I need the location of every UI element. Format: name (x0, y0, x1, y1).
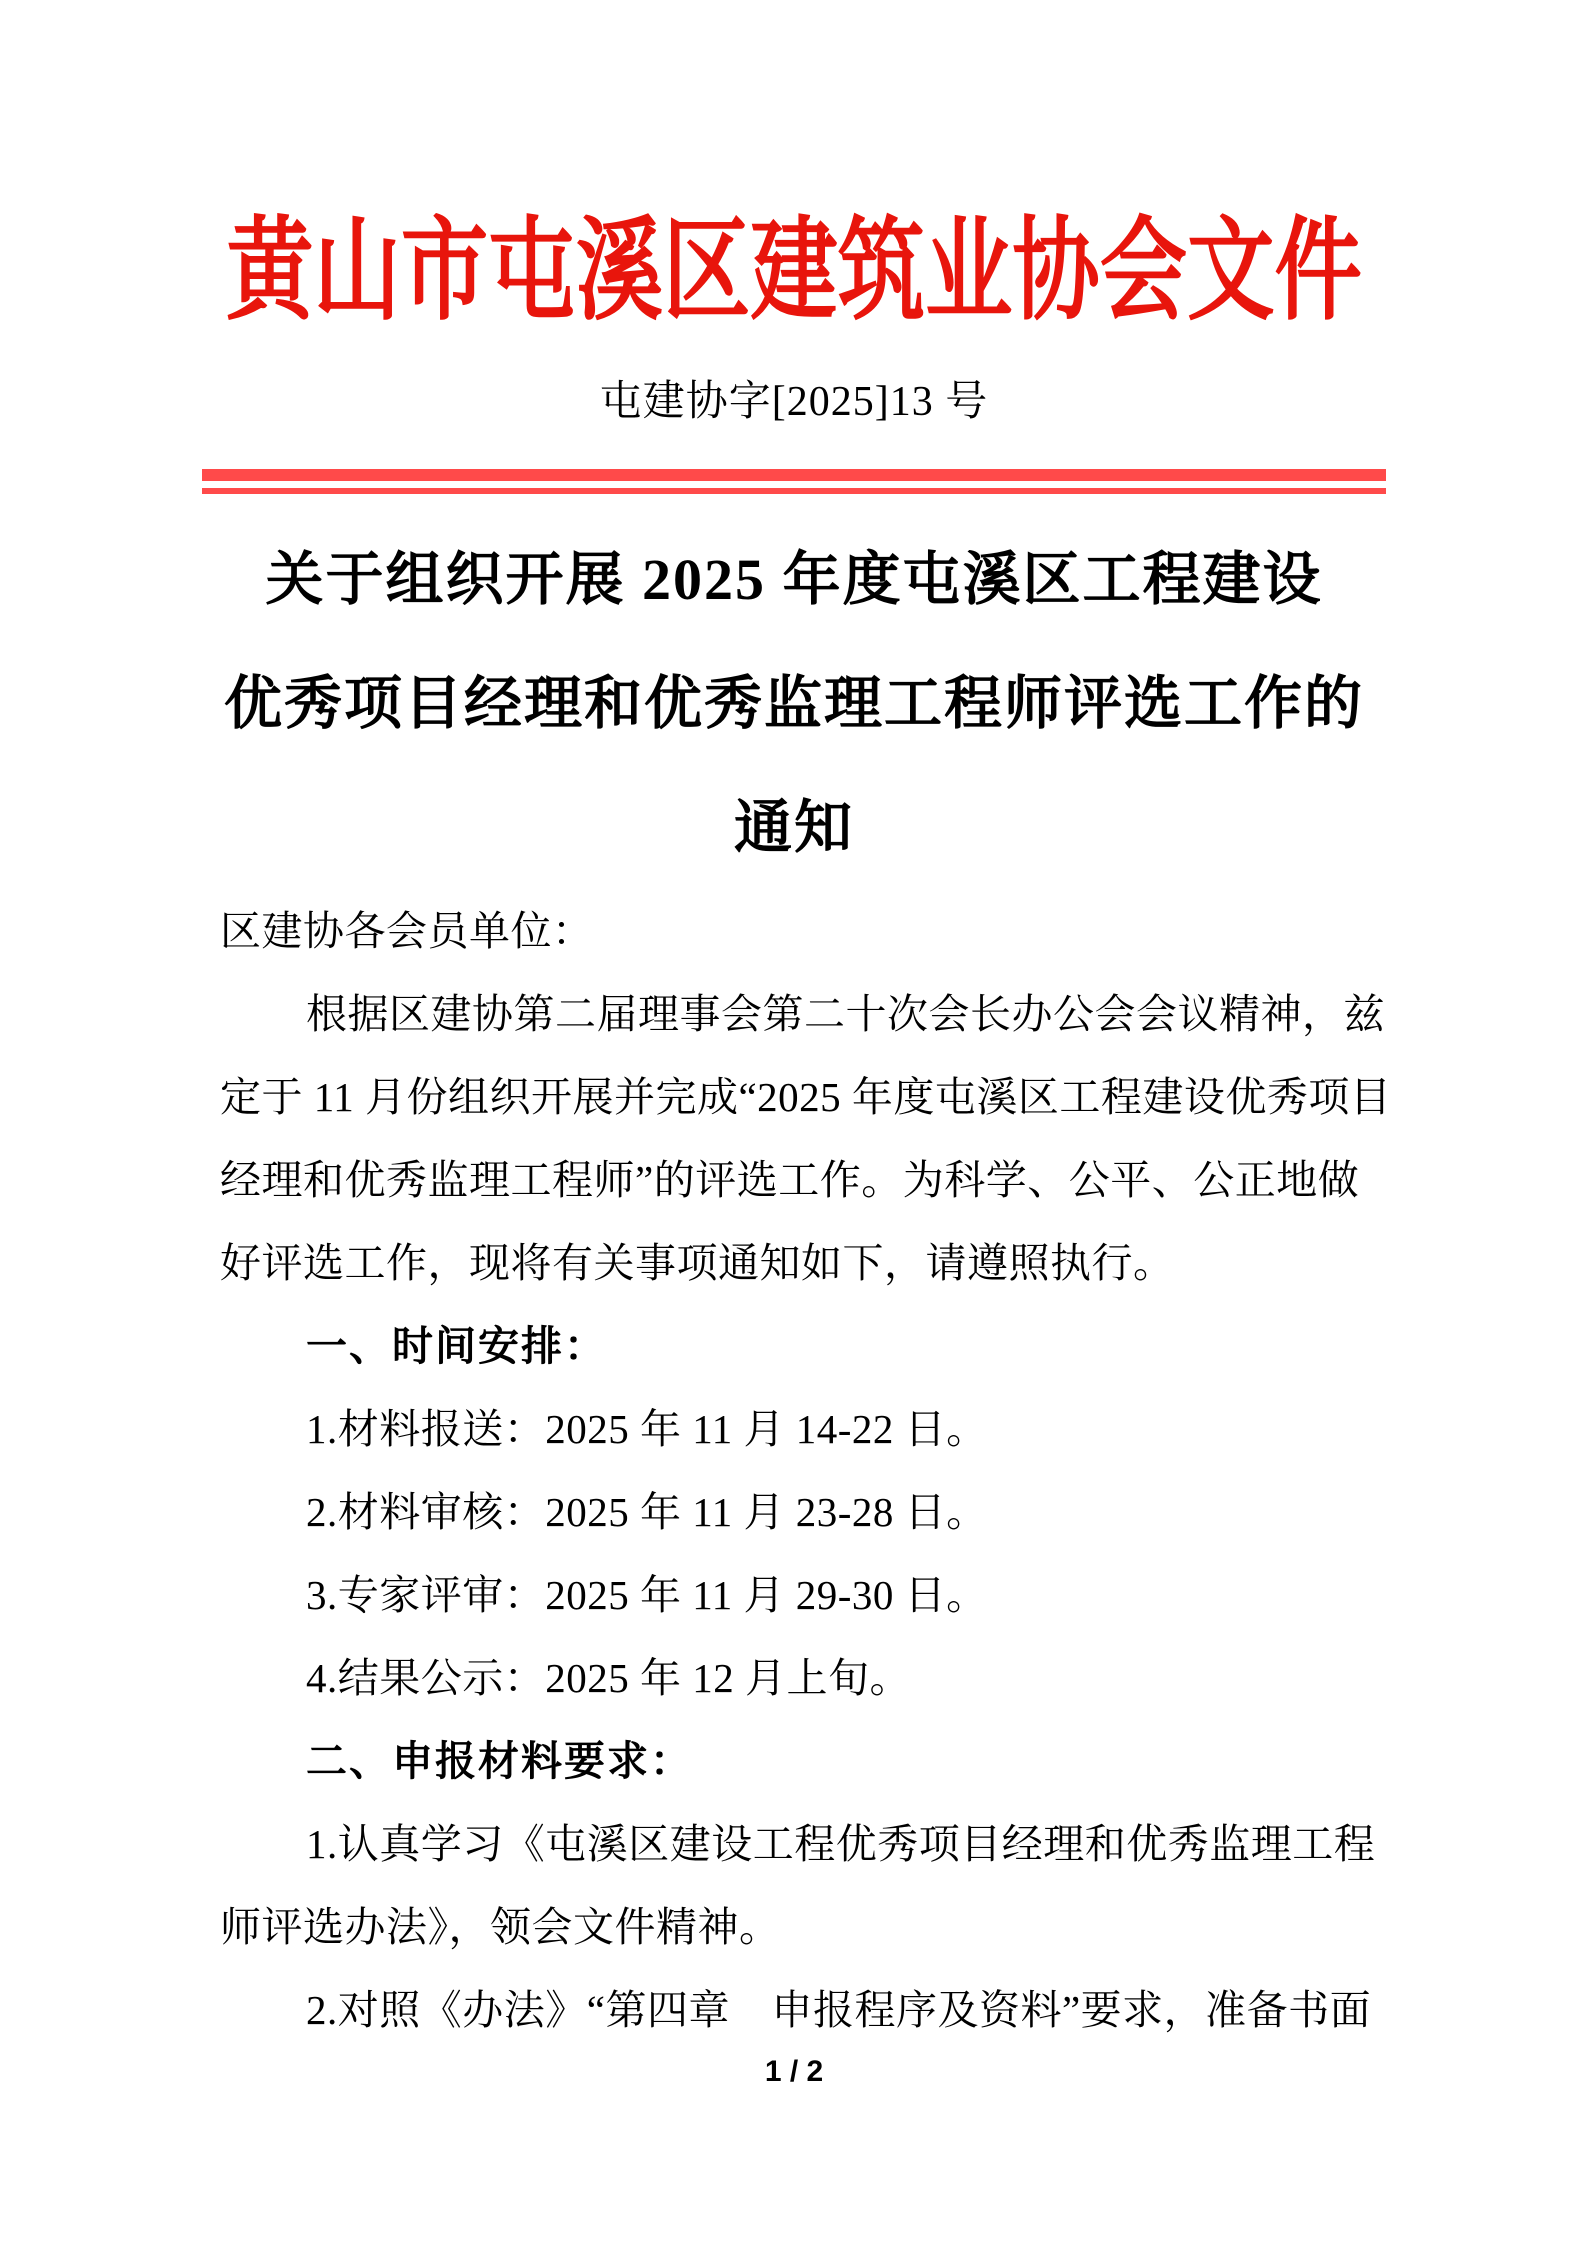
red-divider-gap (202, 481, 1386, 488)
body-line: 3.专家评审：2025 年 11 月 29-30 日。 (306, 1572, 988, 1618)
red-divider (202, 469, 1386, 494)
body-line: 定于 11 月份组织开展并完成“2025 年度屯溪区工程建设优秀项目 (220, 1074, 1392, 1120)
title-line-2: 优秀项目经理和优秀监理工程师评选工作的 (223, 671, 1364, 736)
body-line: 4.结果公示：2025 年 12 月上旬。 (306, 1655, 911, 1701)
title-line-1: 关于组织开展 2025 年度屯溪区工程建设 (265, 547, 1323, 612)
body-line: 1.认真学习《屯溪区建设工程优秀项目经理和优秀监理工程 (306, 1821, 1376, 1867)
body-line: 1.材料报送：2025 年 11 月 14-22 日。 (306, 1406, 988, 1452)
body-line: 2.材料审核：2025 年 11 月 23-28 日。 (306, 1489, 988, 1535)
body-line: 2.对照《办法》“第四章 申报程序及资料”要求，准备书面 (306, 1987, 1372, 2033)
red-divider-thick-line (202, 469, 1386, 481)
org-header-title: 黄山市屯溪区建筑业协会文件 (226, 210, 1362, 334)
salutation: 区建协各会员单位： (220, 908, 594, 954)
title-line-3: 通知 (733, 795, 854, 860)
body-line: 师评选办法》，领会文件精神。 (220, 1904, 781, 1950)
red-divider-thin-line (202, 488, 1386, 494)
section-heading-time-schedule: 一、时间安排： (306, 1323, 607, 1369)
document-title (0, 518, 1588, 890)
body-line: 好评选工作，现将有关事项通知如下，请遵照执行。 (220, 1240, 1175, 1286)
doc-number: 屯建协字[2025]13 号 (599, 379, 989, 425)
section-heading-material-requirements: 二、申报材料要求： (306, 1738, 693, 1784)
body-line: 根据区建协第二届理事会第二十次会长办公会会议精神，兹 (306, 991, 1385, 1037)
body-line: 经理和优秀监理工程师”的评选工作。为科学、公平、公正地做 (220, 1157, 1360, 1203)
page-number: 1 / 2 (764, 2055, 824, 2088)
document-body (220, 890, 1392, 2052)
page-footer (0, 2054, 1588, 2090)
